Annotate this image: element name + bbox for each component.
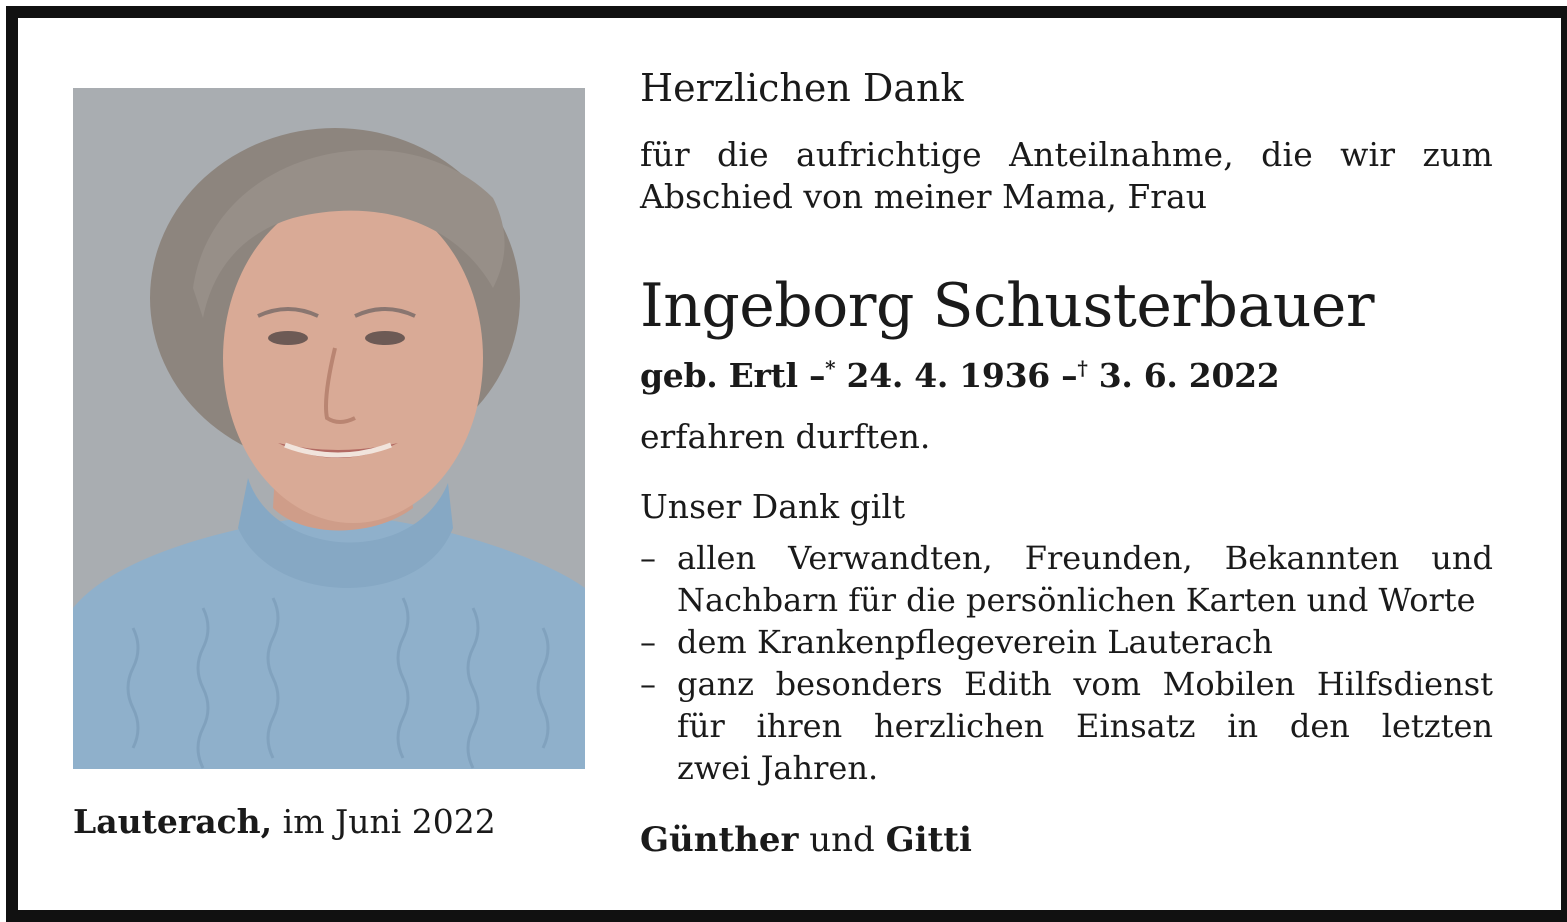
- death-date: 3. 6. 2022: [1098, 356, 1280, 395]
- separator-dash: –: [1061, 356, 1078, 395]
- intro-line-1: für die aufrichtige Anteilnahme, die wir zum: [640, 135, 1493, 174]
- separator-dash: –: [808, 356, 826, 395]
- born-name: geb. Ertl: [640, 356, 798, 395]
- list-dash: –: [640, 665, 656, 703]
- death-mark: †: [1077, 356, 1088, 380]
- signature: [640, 818, 1493, 862]
- thanks-intro: Unser Dank gilt: [640, 487, 906, 526]
- signature-conjunction: und: [809, 820, 875, 860]
- birth-date: 24. 4. 1936: [846, 356, 1050, 395]
- place-date-line: [73, 800, 496, 844]
- portrait-photo: [73, 88, 585, 769]
- list-item-line: Nachbarn für die persönlichen Karten und Worte: [677, 581, 1476, 619]
- list-item-line: für ihren herzlichen Einsatz in den letzten: [677, 707, 1493, 745]
- face: [223, 193, 483, 523]
- list-item: [640, 663, 1493, 789]
- list-dash: –: [640, 539, 656, 577]
- list-dash: –: [640, 623, 656, 661]
- place: Lauterach,: [73, 802, 273, 841]
- date: im Juni 2022: [282, 802, 496, 841]
- list-item-line: ganz besonders Edith vom Mobilen Hilfsdienst: [677, 665, 1493, 703]
- intro-line-2: Abschied von meiner Mama, Frau: [640, 177, 1208, 216]
- life-dates: [640, 347, 1493, 397]
- birth-mark: *: [825, 356, 836, 380]
- experienced-text: erfahren durften.: [640, 417, 931, 456]
- intro-text: [640, 134, 1493, 218]
- deceased-name: Ingeborg Schusterbauer: [640, 271, 1375, 341]
- left-eye: [268, 331, 308, 345]
- right-eye: [365, 331, 405, 345]
- heading: Herzlichen Dank: [640, 66, 964, 110]
- signature-name-1: Günther: [640, 820, 799, 860]
- list-item: [640, 621, 1493, 663]
- list-item: [640, 537, 1493, 621]
- list-item-line: zwei Jahren.: [677, 749, 879, 787]
- list-item-line: allen Verwandten, Freunden, Bekannten und: [677, 539, 1493, 577]
- thanks-list: [640, 537, 1493, 789]
- list-item-line: dem Krankenpflegeverein Lauterach: [677, 623, 1273, 661]
- signature-name-2: Gitti: [885, 820, 972, 860]
- portrait-illustration: [73, 88, 585, 769]
